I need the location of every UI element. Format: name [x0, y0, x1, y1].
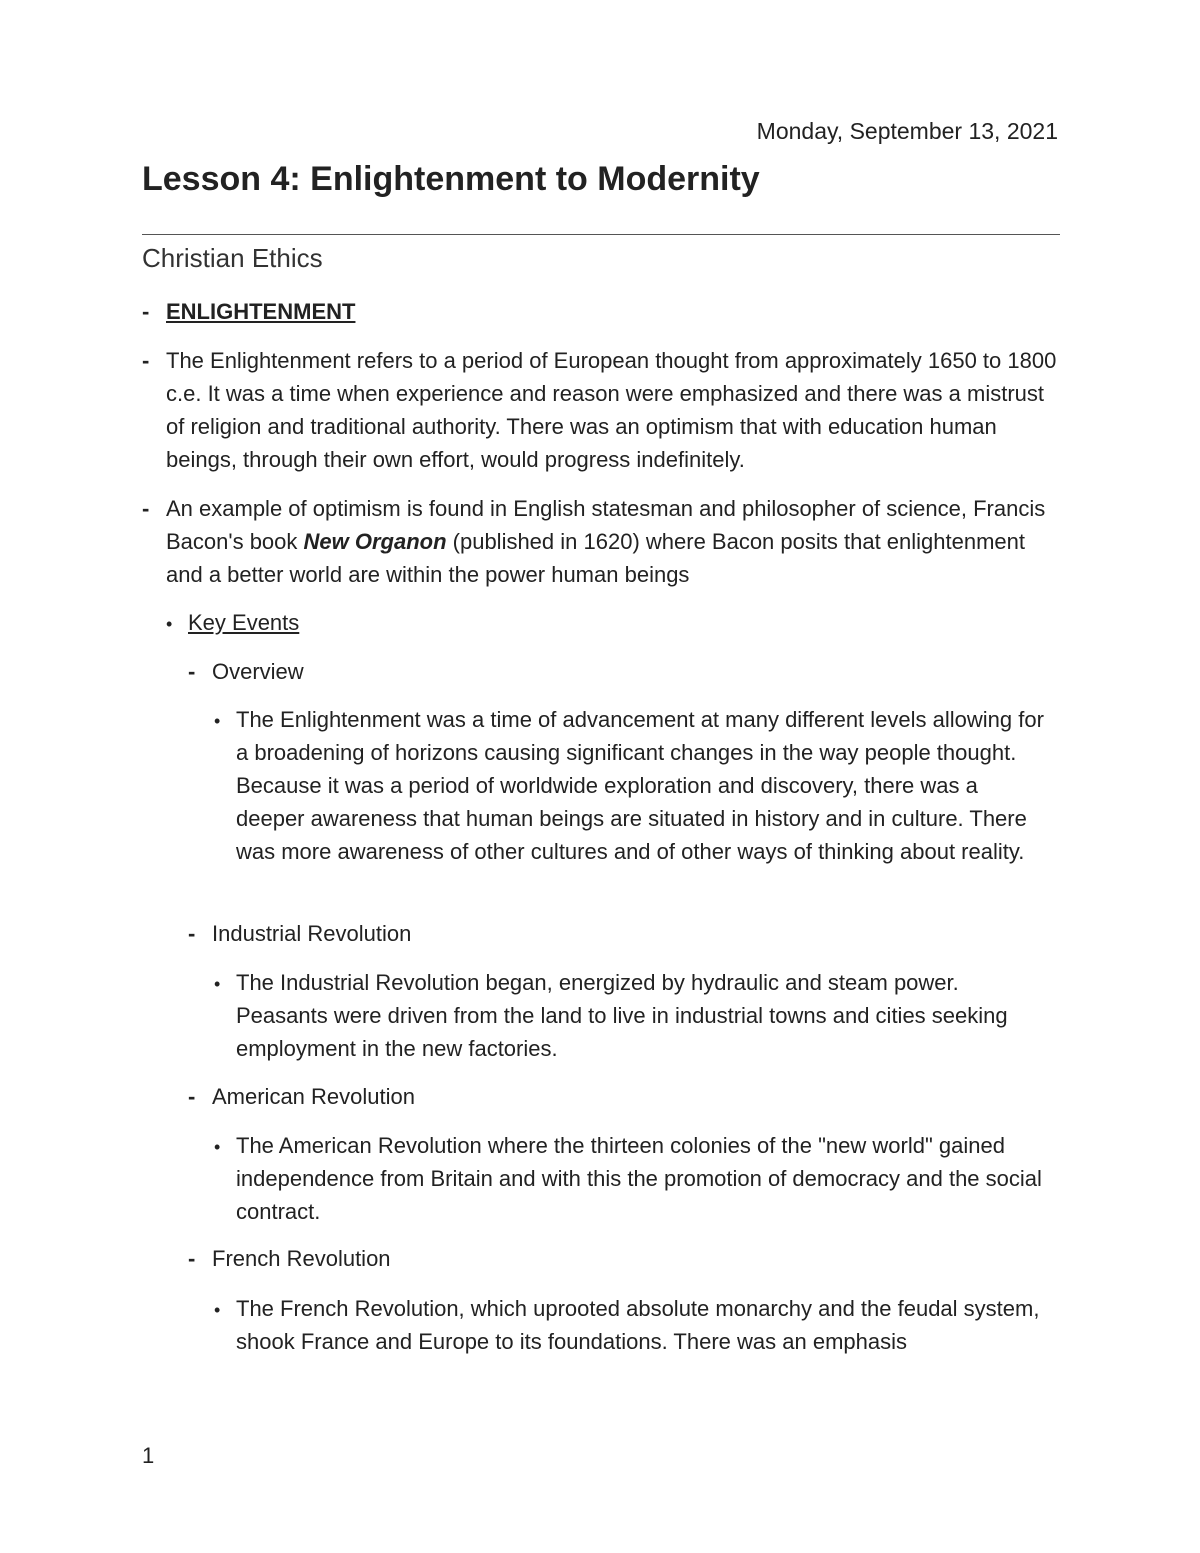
dash-marker: - [188, 1084, 196, 1109]
page-subtitle: Christian Ethics [142, 243, 323, 273]
dash-marker: - [188, 921, 196, 946]
title-divider [142, 234, 1060, 235]
page-title: Lesson 4: Enlightenment to Modernity [142, 160, 760, 198]
industrial-revolution-paragraph: The Industrial Revolution began, energized by hydraulic and steam power. Peasants were driven from the land to live in industrial towns and cities seeking employment in the new factories. [236, 970, 1008, 1061]
bacon-text-after: (published in 1620) where Bacon posits that enlightenment and a better world are within the power human beings [166, 529, 1026, 587]
enlightenment-definition-paragraph: The Enlightenment refers to a period of European thought from approximately 1650 to 1800 c.e. It was a time when experience and reason were emphasized and there was a mistrust of religion and traditional authority. There was an optimism that with education human beings, through their own effort, would progress indefinitely. [166, 348, 1057, 472]
french-revolution-paragraph: The French Revolution, which uprooted absolute monarchy and the feudal system, shook France and Europe to its foundations. There was an emphasis [236, 1296, 1040, 1354]
overview-heading: Overview [212, 659, 304, 684]
bacon-paragraph [166, 492, 1066, 591]
page-number: 1 [142, 1443, 155, 1468]
section-heading-enlightenment: ENLIGHTENMENT [166, 299, 356, 324]
bullet-marker: • [214, 1137, 221, 1157]
bacon-text-before: An example of optimism is found in English statesman and philosopher of science, Francis Bacon's book [166, 496, 1046, 554]
overview-paragraph: The Enlightenment was a time of advancement at many different levels allowing for a broadening of horizons causing significant changes in the way people thought. Because it was a period of worldwide exploration and discovery, there was a deeper awareness that human beings are situated in history and in culture. There was more awareness of other cultures and of other ways of thinking about reality. [236, 707, 1044, 864]
dash-marker: - [188, 659, 196, 684]
document-date: Monday, September 13, 2021 [756, 118, 1058, 144]
dash-marker: - [142, 496, 150, 521]
bullet-marker: • [214, 711, 221, 731]
key-events-heading: Key Events [188, 610, 300, 635]
dash-marker: - [188, 1246, 196, 1271]
industrial-revolution-heading: Industrial Revolution [212, 921, 412, 946]
french-revolution-heading: French Revolution [212, 1246, 391, 1271]
book-title-new-organon: New Organon [303, 529, 447, 554]
dash-marker: - [142, 348, 150, 373]
dash-marker: - [142, 299, 150, 324]
american-revolution-heading: American Revolution [212, 1084, 415, 1109]
bullet-marker: • [214, 974, 221, 994]
american-revolution-paragraph: The American Revolution where the thirteen colonies of the "new world" gained independence from Britain and with this the promotion of democracy and the social contract. [236, 1133, 1042, 1224]
bullet-marker: • [166, 614, 173, 634]
bullet-marker: • [214, 1300, 221, 1320]
